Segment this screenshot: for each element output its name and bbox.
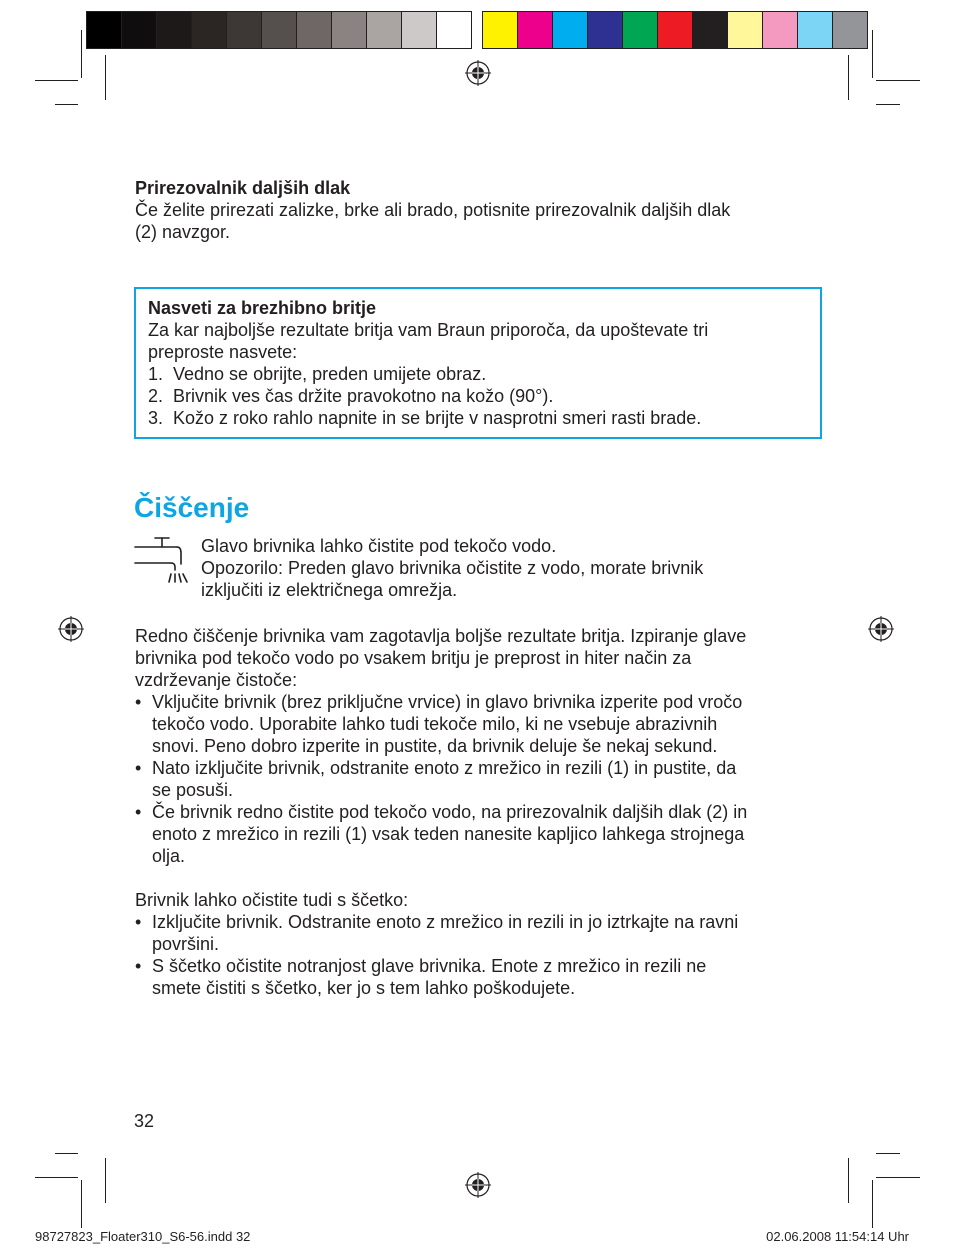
bullet-line: Vključite brivnik (brez priključne vrvice) in glavo brivnika izperite pod vročo (152, 692, 743, 712)
gray-swatch (437, 12, 471, 48)
crop-mark-top-right-h (876, 80, 920, 81)
bullet-mark: • (135, 912, 142, 932)
cleaning-body (135, 625, 825, 999)
crop-mark-bottom-left-h (55, 1153, 78, 1154)
tips-item (148, 385, 708, 407)
crop-mark-bottom-right-v (848, 1158, 849, 1203)
tips-item-text: Brivnik ves čas držite pravokotno na kožo (90°). (173, 386, 554, 406)
gray-swatch (192, 12, 227, 48)
cleaning-para-line: brivnika pod tekočo vodo po vsakem britju je preprost in hiter način za (135, 648, 692, 668)
cleaning-note-line: Opozorilo: Preden glavo brivnika očistite z vodo, morate brivnik (201, 558, 704, 578)
color-swatch (693, 12, 728, 48)
bullet-line: Če brivnik redno čistite pod tekočo vodo, na prirezovalnik daljših dlak (2) in (152, 802, 748, 822)
bullet-line: površini. (152, 934, 220, 954)
brush-bullet (135, 955, 825, 999)
cleaning-para-line: vzdrževanje čistoče: (135, 670, 298, 690)
tips-item-number: 2. (148, 386, 164, 406)
gray-swatch (227, 12, 262, 48)
tips-item-text: Kožo z roko rahlo napnite in se brijte v nasprotni smeri rasti brade. (173, 408, 702, 428)
crop-mark-bottom-left-v (105, 1158, 106, 1203)
color-swatch (623, 12, 658, 48)
grayscale-color-bar (86, 11, 472, 49)
gray-swatch (157, 12, 192, 48)
tips-item (148, 407, 708, 429)
crop-mark-bottom-left-v2 (81, 1180, 82, 1228)
trimmer-title: Prirezovalnik daljših dlak (135, 178, 351, 198)
gray-swatch (367, 12, 402, 48)
crop-mark-top-right-h2 (876, 104, 900, 105)
crop-mark-top-left-h2 (55, 104, 78, 105)
cleaning-note-line: Glavo brivnika lahko čistite pod tekočo vodo. (201, 536, 557, 556)
crop-mark-bottom-right-h (876, 1153, 900, 1154)
bullet-line: S ščetko očistite notranjost glave brivnika. Enote z mrežico in rezili ne (152, 956, 707, 976)
bullet-line: smete čistiti s ščetko, ker jo s tem lahko poškodujete. (152, 978, 576, 998)
registration-mark-icon (465, 1172, 491, 1198)
footer-date: 02.06.2008 11:54:14 Uhr (766, 1229, 909, 1244)
bullet-mark: • (135, 692, 142, 712)
tips-item-number: 3. (148, 408, 164, 428)
cleaning-note-line: izključiti iz električnega omrežja. (201, 580, 458, 600)
cleaning-note (201, 535, 821, 601)
crop-mark-bottom-left-h2 (35, 1177, 78, 1178)
crop-mark-top-right-v (848, 55, 849, 100)
registration-mark-icon (465, 60, 491, 86)
gray-swatch (402, 12, 437, 48)
color-swatch (553, 12, 588, 48)
color-swatch (483, 12, 518, 48)
bullet-mark: • (135, 802, 142, 822)
crop-mark-bottom-right-h2 (876, 1177, 920, 1178)
gray-swatch (262, 12, 297, 48)
color-swatch (518, 12, 553, 48)
tips-box (134, 287, 822, 439)
gray-swatch (332, 12, 367, 48)
cleaning-para-line: Redno čiščenje brivnika vam zagotavlja boljše rezultate britja. Izpiranje glave (135, 626, 747, 646)
crop-mark-top-right-v2 (872, 30, 873, 78)
page-number: 32 (134, 1111, 155, 1131)
color-swatch (798, 12, 833, 48)
trimmer-section (135, 177, 825, 243)
tips-item (148, 363, 708, 385)
color-swatch (658, 12, 693, 48)
registration-mark-icon (868, 616, 894, 642)
color-swatch (728, 12, 763, 48)
brush-bullet (135, 911, 825, 955)
brush-intro: Brivnik lahko očistite tudi s ščetko: (135, 890, 409, 910)
bullet-line: olja. (152, 846, 186, 866)
tips-item-text: Vedno se obrijte, preden umijete obraz. (173, 364, 487, 384)
registration-mark-icon (58, 616, 84, 642)
crop-mark-top-left-h (35, 80, 78, 81)
bullet-line: snovi. Peno dobro izperite in pustite, da brivnik deluje še nekaj sekund. (152, 736, 718, 756)
cleaning-heading: Čiščenje (134, 492, 250, 523)
trimmer-line: (2) navzgor. (135, 222, 231, 242)
bullet-mark: • (135, 956, 142, 976)
crop-mark-top-left-v2 (81, 30, 82, 78)
bullet-line: se posuši. (152, 780, 234, 800)
trimmer-line: Če želite prirezati zalizke, brke ali brado, potisnite prirezovalnik daljših dlak (135, 200, 731, 220)
cleaning-bullet (135, 801, 825, 867)
tips-intro-line: Za kar najboljše rezultate britja vam Braun priporoča, da upoštevate tri (148, 320, 709, 340)
cleaning-bullet (135, 691, 825, 757)
bullet-mark: • (135, 758, 142, 778)
gray-swatch (297, 12, 332, 48)
cleaning-bullet (135, 757, 825, 801)
bullet-line: Izključite brivnik. Odstranite enoto z mrežico in rezili in jo iztrkajte na ravni (152, 912, 739, 932)
tips-title: Nasveti za brezhibno britje (148, 298, 377, 318)
crop-mark-bottom-right-v2 (872, 1180, 873, 1228)
tips-intro-line: preproste nasvete: (148, 342, 298, 362)
bullet-line: tekočo vodo. Uporabite lahko tudi tekoče milo, ki ne vsebuje abrazivnih (152, 714, 718, 734)
tips-item-number: 1. (148, 364, 164, 384)
process-color-bar (482, 11, 868, 49)
gray-swatch (122, 12, 157, 48)
water-tap-icon (133, 536, 189, 586)
color-swatch (588, 12, 623, 48)
gray-swatch (87, 12, 122, 48)
footer-file-name: 98727823_Floater310_S6-56.indd 32 (35, 1229, 251, 1244)
color-swatch (833, 12, 867, 48)
bullet-line: enoto z mrežico in rezili (1) vsak teden nanesite kapljico lahkega strojnega (152, 824, 745, 844)
crop-mark-top-left-v (105, 55, 106, 100)
color-swatch (763, 12, 798, 48)
bullet-line: Nato izključite brivnik, odstranite enoto z mrežico in rezili (1) in pustite, da (152, 758, 737, 778)
